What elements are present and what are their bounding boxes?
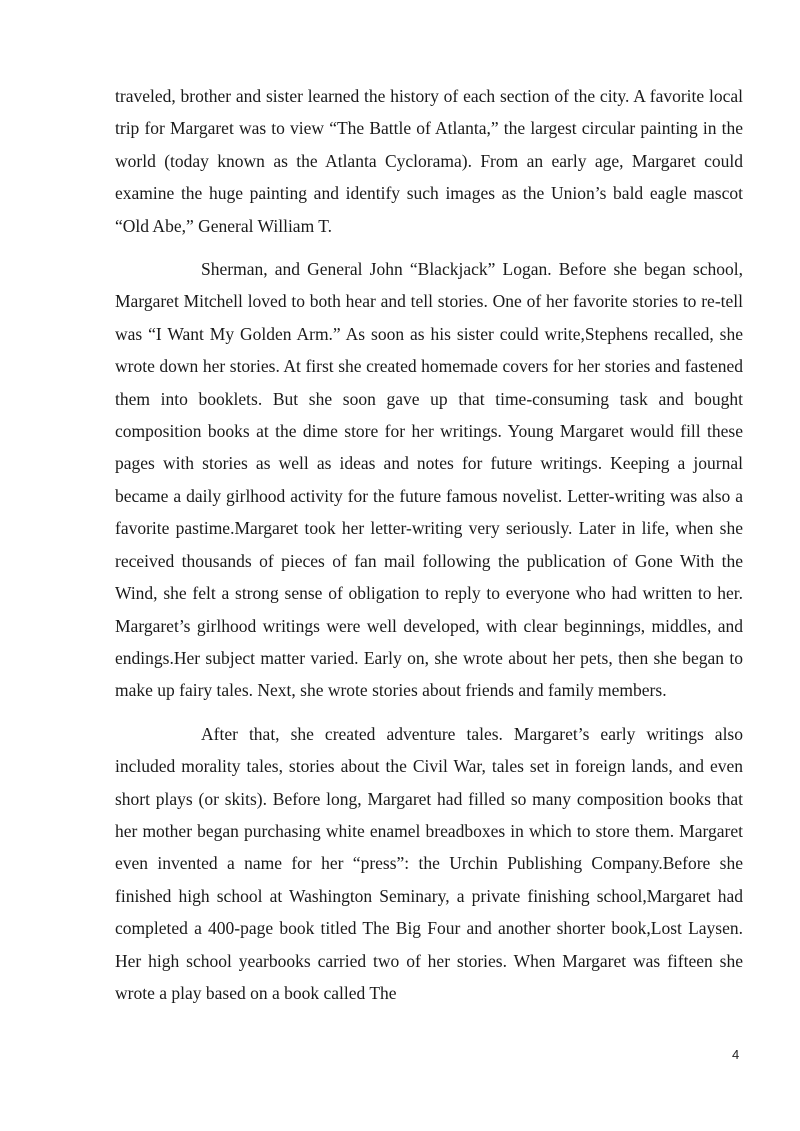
body-text bbox=[115, 80, 743, 1020]
paragraph-1: traveled, brother and sister learned the history of each section of the city. A favorite local trip for Margaret was to view “The Battle of Atlanta,” the largest circular painting in the world (today known as the Atlanta Cyclorama). From an early age, Margaret could examine the huge painting and identify such images as the Union’s bald eagle mascot “Old Abe,” General William T. bbox=[115, 86, 743, 236]
page-number: 4 bbox=[732, 1047, 740, 1062]
paragraph-3: After that, she created adventure tales. Margaret’s early writings also included morality tales, stories about the Civil War, tales set in foreign lands, and even short plays (or skits). Before long, Margaret had filled so many composition books that her mother began purchasing white enamel breadboxes in which to store them. Margaret even invented a name for her “press”: the Urchin Publishing Company.Before she finished high school at Washington Seminary, a private finishing school,Margaret had completed a 400-page book titled The Big Four and another shorter book,Lost Laysen. Her high school yearbooks carried two of her stories. When Margaret was fifteen she wrote a play based on a book called The bbox=[115, 723, 743, 1003]
paragraph-2: Sherman, and General John “Blackjack” Logan. Before she began school, Margaret Mitchell loved to both hear and tell stories. One of her favorite stories to re-tell was “I Want My Golden Arm.” As soon as his sister could write,Stephens recalled, she wrote down her stories. At first she created homemade covers for her stories and fastened them into booklets. But she soon gave up that time-consuming task and bought composition books at the dime store for her writings. Young Margaret would fill these pages with stories as well as ideas and notes for future writings. Keeping a journal became a daily girlhood activity for the future famous novelist. Letter-writing was also a favorite pastime.Margaret took her letter-writing very seriously. Later in life, when she received thousands of pieces of fan mail following the publication of Gone With the Wind, she felt a strong sense of obligation to reply to everyone who had written to her. Margaret’s girlhood writings were well developed, with clear beginnings, middles, and endings.Her subject matter varied. Early on, she wrote about her pets, then she began to make up fairy tales. Next, she wrote stories about friends and family members. bbox=[115, 259, 743, 701]
